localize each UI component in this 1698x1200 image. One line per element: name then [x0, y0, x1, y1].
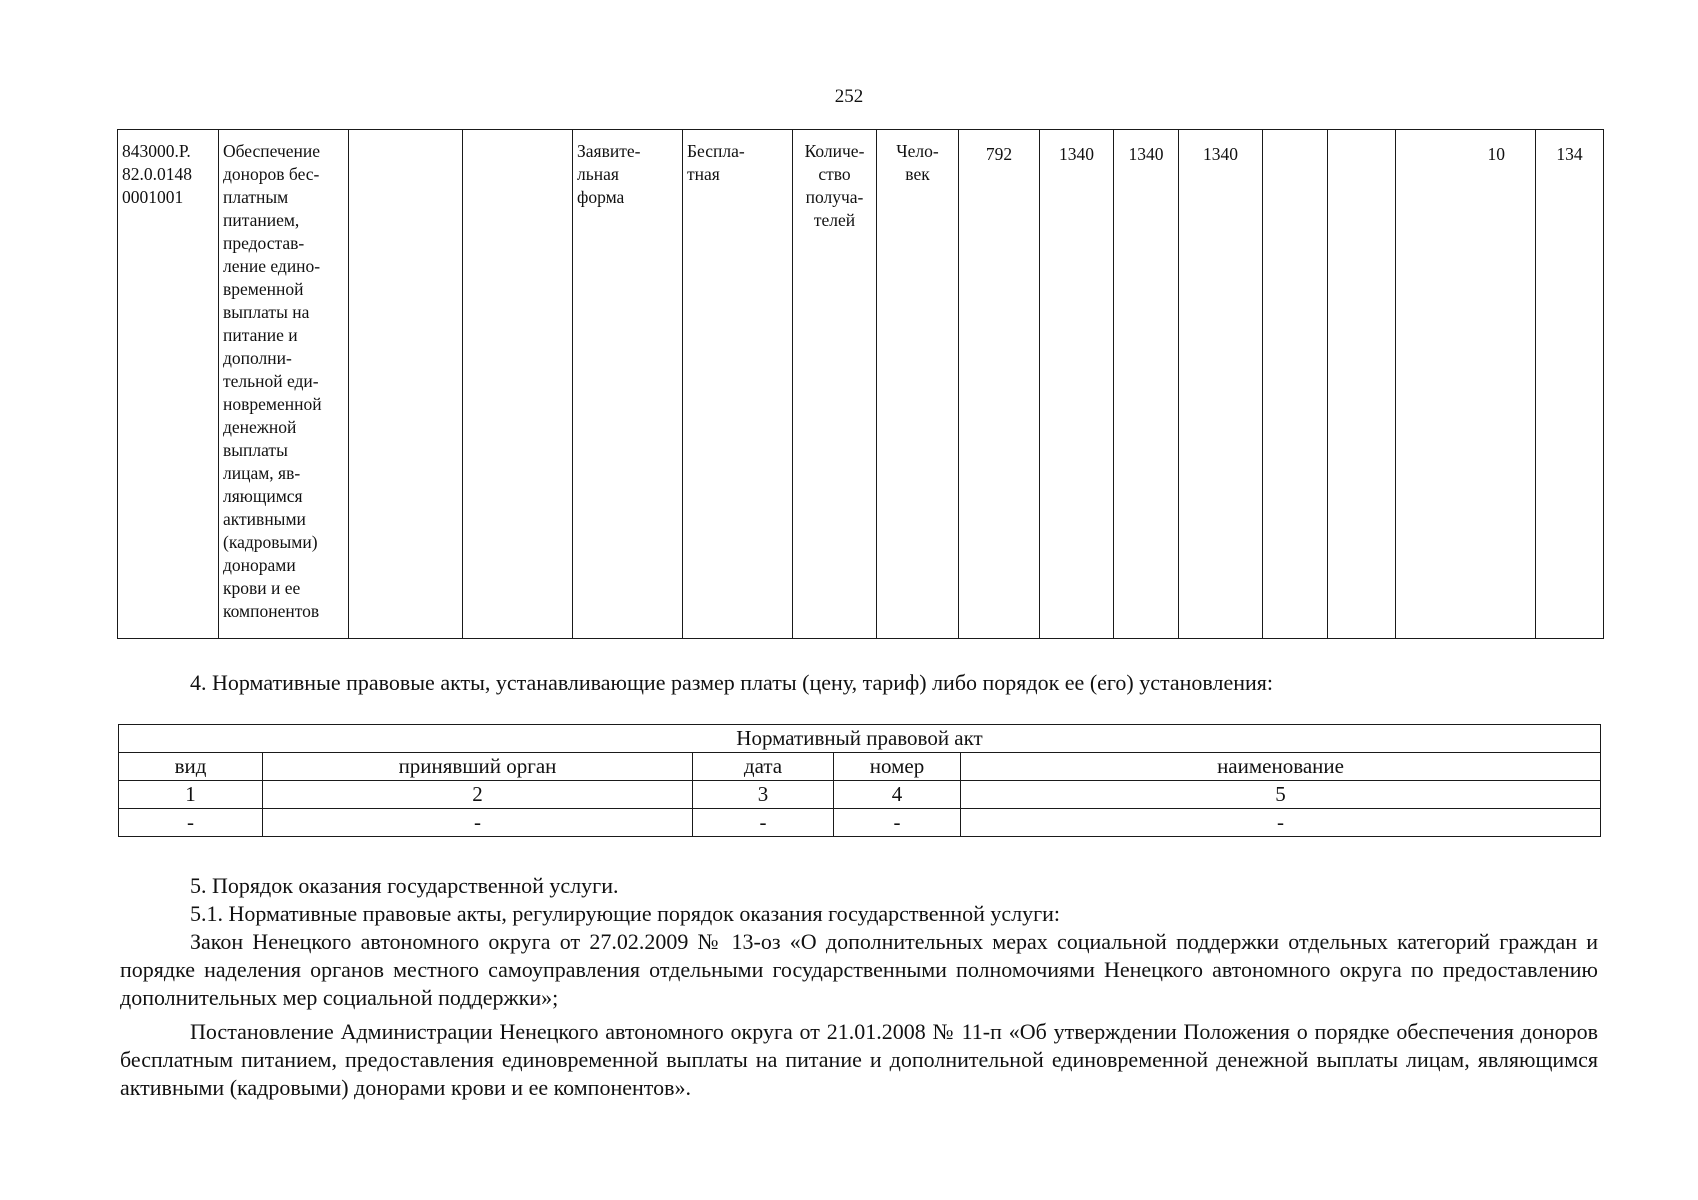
unit-cell: Чело- век [877, 130, 959, 639]
registry-code-cell: 843000.Р. 82.0.0148 0001001 [118, 130, 219, 639]
column-number: 2 [263, 781, 693, 809]
column-header: дата [693, 753, 834, 781]
table-cell: - [119, 809, 263, 837]
service-description-cell: Обеспечение доноров бес- платным питанием, предостав- ление едино- временной выплаты на питание и дополни- тельной еди- новременной денежной выплаты лицам, яв- ляющимся активными (кадровыми) донорами крови и ее компонентов [219, 130, 349, 639]
table-row [119, 809, 1601, 837]
empty-cell [1328, 130, 1396, 639]
deviation-cell: 10 [1396, 130, 1536, 639]
table-cell: - [693, 809, 834, 837]
section-4-heading: 4. Нормативные правовые акты, устанавливающие размер платы (цену, тариф) либо порядок ее (его) установления: [190, 670, 1274, 695]
unit-code-cell: 792 [959, 130, 1040, 639]
column-header: принявший орган [263, 753, 693, 781]
value-cell: 1340 [1040, 130, 1114, 639]
section-5 [120, 872, 1598, 1102]
indicator-cell: Количе- ство получа- телей [793, 130, 877, 639]
column-number-row [119, 781, 1601, 809]
legal-acts-table [118, 724, 1601, 837]
section-5-heading: 5. Порядок оказания государственной услуги. [190, 873, 619, 898]
payment-cell: Беспла- тная [683, 130, 793, 639]
table-cell: - [961, 809, 1601, 837]
table-title: Нормативный правовой акт [119, 725, 1601, 753]
value-cell: 1340 [1179, 130, 1263, 639]
value-cell: 1340 [1114, 130, 1179, 639]
resolution-paragraph: Постановление Администрации Ненецкого автономного округа от 21.01.2008 № 11-п «Об утверждении Положения о порядке обеспечения доноров бесплатным питанием, предоставления единовременной выплаты на питание и дополнительной единовременной денежной выплаты лицам, являющимся активными (кадровыми) донорами крови и ее компонентов». [120, 1019, 1598, 1100]
form-cell: Заявите- льная форма [573, 130, 683, 639]
page-number: 252 [834, 86, 864, 107]
table-header-row [119, 753, 1601, 781]
table-cell: - [834, 809, 961, 837]
empty-cell [463, 130, 573, 639]
law-paragraph: Закон Ненецкого автономного округа от 27.02.2009 № 13-оз «О дополнительных мерах социальной поддержки отдельных категорий граждан и порядке наделения органов местного самоуправления отдельными государственными полномочиями Ненецкого автономного округа по предоставлению дополнительных мер социальной поддержки»; [120, 929, 1598, 1010]
table-title-row [119, 725, 1601, 753]
empty-cell [349, 130, 463, 639]
column-header: вид [119, 753, 263, 781]
column-number: 3 [693, 781, 834, 809]
column-header: наименование [961, 753, 1601, 781]
column-number: 5 [961, 781, 1601, 809]
column-number: 1 [119, 781, 263, 809]
empty-cell [1263, 130, 1328, 639]
section-5-1-heading: 5.1. Нормативные правовые акты, регулирующие порядок оказания государственной услуги: [190, 901, 1061, 926]
service-indicators-table [117, 129, 1604, 639]
table-row [118, 130, 1604, 639]
column-header: номер [834, 753, 961, 781]
column-number: 4 [834, 781, 961, 809]
table-cell: - [263, 809, 693, 837]
last-value-cell: 134 [1536, 130, 1604, 639]
